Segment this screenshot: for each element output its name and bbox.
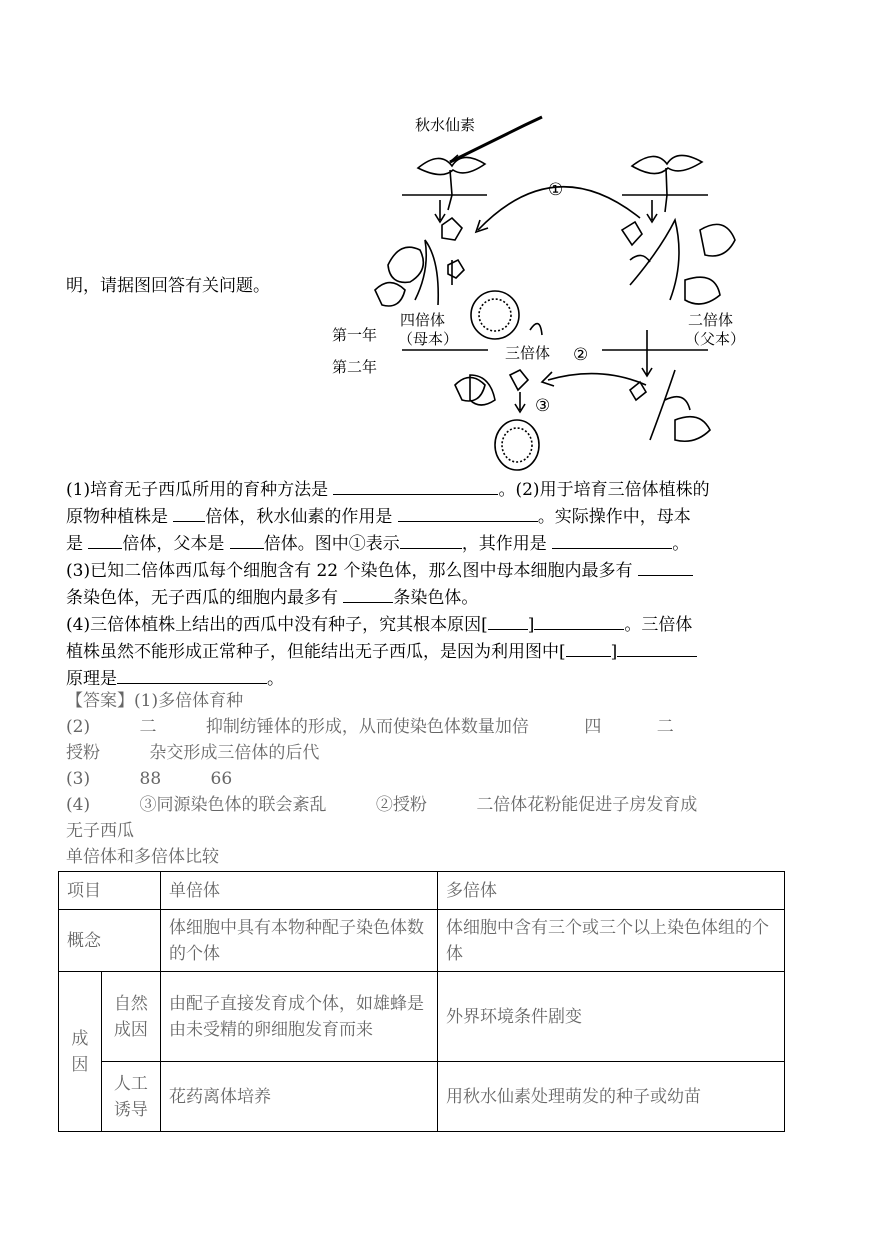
cell-cause: 成因 <box>59 972 102 1132</box>
table-row-artificial <box>59 1062 785 1132</box>
label-father: （父本） <box>685 330 746 348</box>
label-year-2: 第二年 <box>332 358 378 376</box>
label-mother: （母本） <box>398 330 459 348</box>
label-mark-3: ③ <box>535 396 551 416</box>
header-item: 项目 <box>59 872 161 910</box>
label-colchicine: 秋水仙素 <box>415 116 476 134</box>
header-haploid: 单倍体 <box>161 872 438 910</box>
question-line-5: 条染色体，无子西瓜的细胞内最多有 条染色体。 <box>66 584 806 611</box>
cell-artificial: 人工诱导 <box>101 1062 160 1132</box>
table-title: 单倍体和多倍体比较 <box>66 847 219 867</box>
question-line-2: 原物种植株是 倍体，秋水仙素的作用是 。实际操作中，母本 <box>66 503 806 530</box>
answer-line-4: (3) 88 66 <box>66 769 233 789</box>
label-year-1: 第一年 <box>332 326 378 344</box>
question-line-3: 是 倍体，父本是 倍体。图中①表示 ，其作用是 。 <box>66 530 806 557</box>
cell-concept-polyploid: 体细胞中含有三个或三个以上染色体组的个体 <box>438 910 785 972</box>
question-line-7: 植株虽然不能形成正常种子，但能结出无子西瓜，是因为利用图中[ ] <box>66 638 806 665</box>
answer-line-1: 【答案】(1)多倍体育种 <box>66 691 244 711</box>
question-line-6: (4)三倍体植株上结出的西瓜中没有种子，究其根本原因[ ] 。三倍体 <box>66 611 806 638</box>
label-mark-2: ② <box>573 345 589 365</box>
answer-line-6: 无子西瓜 <box>66 821 134 841</box>
table-row-natural <box>59 972 785 1062</box>
label-triploid: 三倍体 <box>505 344 551 362</box>
cell-artificial-haploid: 花药离体培养 <box>161 1062 438 1132</box>
question-line-8: 原理是 。 <box>66 665 806 692</box>
question-line-1: (1)培育无子西瓜所用的育种方法是 。(2)用于培育三倍体植株的 <box>66 476 806 503</box>
label-diploid: 二倍体 <box>688 311 734 329</box>
answer-block <box>66 688 826 870</box>
answer-line-2: (2) 二 抑制纺锤体的形成，从而使染色体数量加倍 四 二 <box>66 717 674 737</box>
intro-text: 明，请据图回答有关问题。 <box>66 276 270 296</box>
header-polyploid: 多倍体 <box>438 872 785 910</box>
label-mark-1: ① <box>548 180 564 200</box>
cell-natural: 自然成因 <box>101 972 160 1062</box>
cell-natural-polyploid: 外界环境条件剧变 <box>438 972 785 1062</box>
question-block <box>66 476 806 692</box>
cell-concept-haploid: 体细胞中具有本物种配子染色体数的个体 <box>161 910 438 972</box>
cell-natural-haploid: 由配子直接发育成个体，如雄蜂是由未受精的卵细胞发育而来 <box>161 972 438 1062</box>
cell-artificial-polyploid: 用秋水仙素处理萌发的种子或幼苗 <box>438 1062 785 1132</box>
table-row-concept <box>59 910 785 972</box>
question-line-4: (3)已知二倍体西瓜每个细胞含有 22 个染色体，那么图中母本细胞内最多有 <box>66 557 806 584</box>
table-header-row <box>59 872 785 910</box>
watermelon-breeding-figure <box>330 100 800 475</box>
answer-line-5: (4) ③同源染色体的联会紊乱 ②授粉 二倍体花粉能促进子房发育成 <box>66 795 698 815</box>
comparison-table <box>58 871 785 1132</box>
answer-line-3: 授粉 杂交形成三倍体的后代 <box>66 743 320 763</box>
cell-concept: 概念 <box>59 910 161 972</box>
label-tetraploid: 四倍体 <box>400 311 446 329</box>
